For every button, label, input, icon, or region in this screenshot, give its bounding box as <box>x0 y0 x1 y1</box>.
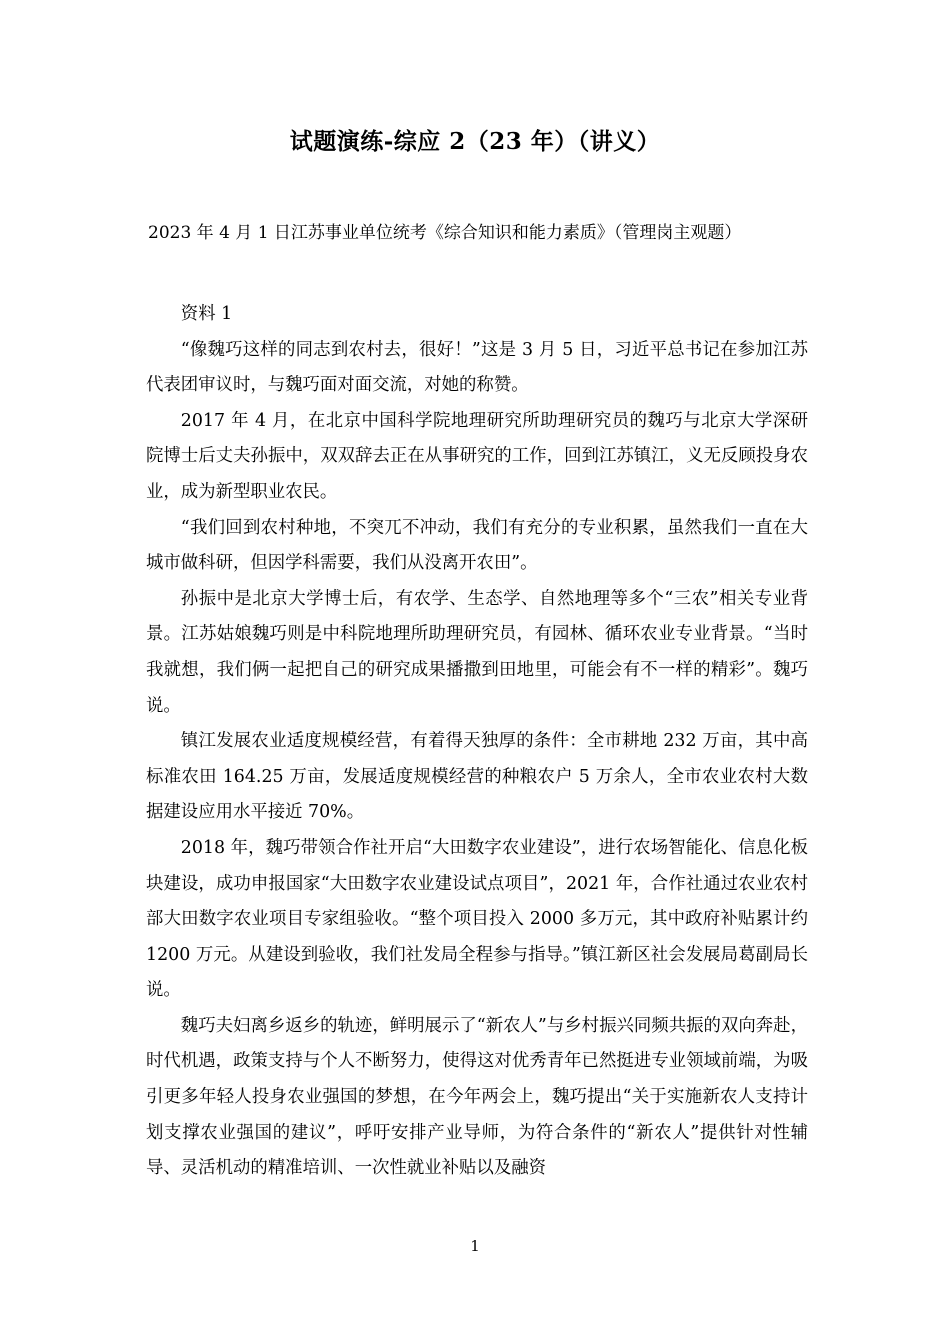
paragraph: 魏巧夫妇离乡返乡的轨迹，鲜明展示了“新农人”与乡村振兴同频共振的双向奔赴，时代机遇，政策支持与个人不断努力，使得这对优秀青年已然挺进专业领域前端，为吸引更多年轻人投身农业强国的梦想，在今年两会上，魏巧提出“关于实施新农人支持计划支撑农业强国的建议”，呼吁安排产业导师，为符合条件的“新农人”提供针对性辅导、灵活机动的精准培训、一次性就业补贴以及融资 <box>146 1015 808 1179</box>
document-title: 试题演练-综应 2（23 年）（讲义） <box>289 128 661 155</box>
document-subtitle: 2023 年 4 月 1 日江苏事业单位统考《综合知识和能力素质》（管理岗主观题） <box>148 223 742 243</box>
paragraph: 2018 年，魏巧带领合作社开启“大田数字农业建设”，进行农场智能化、信息化板块建设，成功申报国家“大田数字农业建设试点项目”，2021 年，合作社通过农业农村部大田数字农业项目专家组验收。“整个项目投入 2000 多万元，其中政府补贴累计约 1200 万元。从建设到验收，我们社发局全程参与指导。”镇江新区社会发展局葛副局长说。 <box>146 837 808 1001</box>
paragraph: 2017 年 4 月，在北京中国科学院地理研究所助理研究员的魏巧与北京大学深研院博士后丈夫孙振中，双双辞去正在从事研究的工作，回到江苏镇江，义无反顾投身农业，成为新型职业农民。 <box>146 410 808 502</box>
paragraph: “像魏巧这样的同志到农村去，很好！”这是 3 月 5 日，习近平总书记在参加江苏代表团审议时，与魏巧面对面交流，对她的称赞。 <box>146 339 808 396</box>
paragraph: 孙振中是北京大学博士后，有农学、生态学、自然地理等多个“三农”相关专业背景。江苏姑娘魏巧则是中科院地理所助理研究员，有园林、循环农业专业背景。“当时我就想，我们俩一起把自己的研究成果播撒到田地里，可能会有不一样的精彩”。魏巧说。 <box>146 588 808 716</box>
paragraph: “我们回到农村种地，不突兀不冲动，我们有充分的专业积累，虽然我们一直在大城市做科研，但因学科需要，我们从没离开农田”。 <box>146 517 808 574</box>
page-number: 1 <box>470 1237 480 1255</box>
document-body <box>146 297 808 1187</box>
paragraph: 镇江发展农业适度规模经营，有着得天独厚的条件：全市耕地 232 万亩，其中高标准农田 164.25 万亩，发展适度规模经营的种粮农户 5 万余人，全市农业农村大数据建设应用水平接近 70%。 <box>146 731 808 823</box>
section-heading: 资料 1 <box>180 304 233 324</box>
